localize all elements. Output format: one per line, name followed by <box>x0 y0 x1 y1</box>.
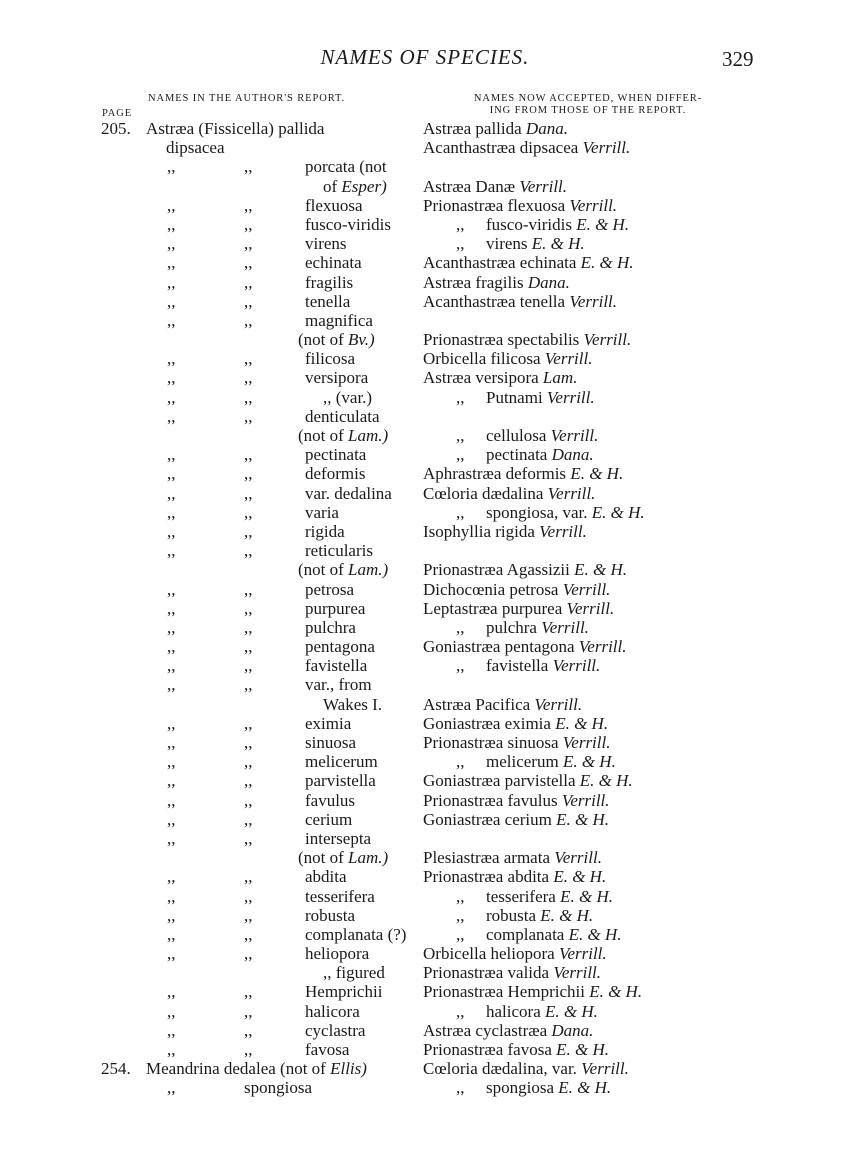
ditto-mark: ,, <box>167 1040 176 1059</box>
table-row <box>0 349 850 368</box>
accepted-name: Acanthastræa tenella Verrill. <box>423 291 618 311</box>
accepted-name: Astræa fragilis Dana. <box>423 272 570 292</box>
ditto-mark: ,, <box>167 867 176 887</box>
author-species-name: petrosa <box>305 579 355 599</box>
ditto-mark: ,, <box>244 675 253 695</box>
author-note: of Esper) <box>323 176 387 196</box>
table-row <box>0 541 850 560</box>
author-species-name: rigida <box>305 521 345 541</box>
ditto-mark: ,, <box>167 1078 176 1098</box>
ditto-mark: ,, <box>167 368 176 388</box>
table-row <box>0 867 850 886</box>
ditto-mark: ,, <box>456 617 465 637</box>
table-row <box>0 675 850 694</box>
ditto-mark: ,, <box>167 253 176 273</box>
ditto-mark: ,, <box>167 234 176 254</box>
ditto-mark: ,, <box>244 349 253 369</box>
ditto-mark: ,, <box>167 291 176 311</box>
ditto-mark: ,, <box>244 214 253 234</box>
ditto-mark: ,, <box>244 1001 253 1021</box>
author-note: ,, (var.) <box>323 387 373 407</box>
table-row <box>0 771 850 790</box>
accepted-name: tesserifera E. & H. <box>486 886 613 906</box>
ditto-mark: ,, <box>244 579 253 599</box>
accepted-name: Prionastræa favosa E. & H. <box>423 1040 610 1059</box>
accepted-name: Prionastræa Hemprichii E. & H. <box>423 982 643 1002</box>
author-species-name: halicora <box>305 1001 360 1021</box>
author-species-name: favistella <box>305 656 368 676</box>
author-species-name: reticularis <box>305 541 373 561</box>
accepted-name: Prionastræa Agassizii E. & H. <box>423 560 627 580</box>
accepted-name: favistella Verrill. <box>486 656 601 676</box>
table-row <box>0 810 850 829</box>
table-row <box>0 368 850 387</box>
ditto-mark: ,, <box>456 886 465 906</box>
author-species-name: cyclastra <box>305 1020 366 1040</box>
ditto-mark: ,, <box>244 733 253 752</box>
ditto-mark: ,, <box>244 771 253 791</box>
accepted-name: pulchra Verrill. <box>486 617 589 637</box>
author-species-name: fragilis <box>305 272 354 292</box>
author-species-name: spongiosa <box>244 1078 312 1098</box>
page-column-label: PAGE <box>102 108 133 119</box>
column-heading-accepted-line1: NAMES NOW ACCEPTED, WHEN DIFFER- <box>473 93 703 104</box>
accepted-name: Goniastræa pentagona Verrill. <box>423 637 627 657</box>
accepted-name: Prionastræa flexuosa Verrill. <box>423 195 618 215</box>
table-row <box>0 253 850 272</box>
ditto-mark: ,, <box>244 752 253 772</box>
ditto-mark: ,, <box>244 157 253 177</box>
ditto-mark: ,, <box>456 387 465 407</box>
accepted-name: Cœloria dædalina Verrill. <box>423 483 596 503</box>
ditto-mark: ,, <box>244 541 253 561</box>
accepted-name: Goniastræa parvistella E. & H. <box>423 771 633 791</box>
table-row <box>0 714 850 733</box>
accepted-name: Prionastræa spectabilis Verrill. <box>423 330 632 350</box>
table-row <box>0 925 850 944</box>
author-species-name: echinata <box>305 253 362 273</box>
ditto-mark: ,, <box>244 637 253 657</box>
table-row <box>0 464 850 483</box>
ditto-mark: ,, <box>456 426 465 445</box>
author-species-name: virens <box>305 234 347 254</box>
author-species-name: varia <box>305 502 339 522</box>
author-species-name: tesserifera <box>305 886 375 906</box>
ditto-mark: ,, <box>167 464 176 484</box>
table-row <box>0 484 850 503</box>
accepted-name: fusco-viridis E. & H. <box>486 214 630 234</box>
author-species-name: var. dedalina <box>305 483 392 503</box>
ditto-mark: ,, <box>167 675 176 695</box>
accepted-name: spongiosa, var. E. & H. <box>486 502 645 522</box>
ditto-mark: ,, <box>167 214 176 234</box>
ditto-mark: ,, <box>167 752 176 772</box>
author-species-name: versipora <box>305 368 369 388</box>
accepted-name: pectinata Dana. <box>486 445 594 465</box>
ditto-mark: ,, <box>167 771 176 791</box>
ditto-mark: ,, <box>456 924 465 944</box>
table-row <box>0 388 850 407</box>
table-row <box>0 963 850 982</box>
running-head <box>0 45 850 71</box>
accepted-name: Goniastræa eximia E. & H. <box>423 713 609 733</box>
table-row <box>0 637 850 656</box>
ditto-mark: ,, <box>167 483 176 503</box>
author-species-name: porcata (not <box>305 157 387 177</box>
accepted-name: spongiosa E. & H. <box>486 1078 612 1098</box>
table-row <box>0 196 850 215</box>
ditto-mark: ,, <box>456 656 465 676</box>
accepted-name: Astræa pallida Dana. <box>423 119 568 138</box>
accepted-name: robusta E. & H. <box>486 905 594 925</box>
table-row <box>0 273 850 292</box>
ditto-mark: ,, <box>167 445 176 465</box>
table-row <box>0 1040 850 1059</box>
ditto-mark: ,, <box>167 982 176 1002</box>
accepted-name: Leptastræa purpurea Verrill. <box>423 598 615 618</box>
ditto-mark: ,, <box>167 828 176 848</box>
ditto-mark: ,, <box>167 790 176 810</box>
ditto-mark: ,, <box>244 1040 253 1059</box>
ditto-mark: ,, <box>244 617 253 637</box>
ditto-mark: ,, <box>456 445 465 465</box>
author-species-name: filicosa <box>305 349 356 369</box>
ditto-mark: ,, <box>456 752 465 772</box>
ditto-mark: ,, <box>244 445 253 465</box>
author-species-name: fusco-viridis <box>305 214 391 234</box>
table-row <box>0 330 850 349</box>
ditto-mark: ,, <box>167 349 176 369</box>
page-ref: 254. <box>101 1059 131 1079</box>
table-row <box>0 522 850 541</box>
ditto-mark: ,, <box>244 867 253 887</box>
accepted-name: Astræa Danæ Verrill. <box>423 176 568 196</box>
table-row <box>0 215 850 234</box>
accepted-name: Acanthastræa echinata E. & H. <box>423 253 634 273</box>
ditto-mark: ,, <box>167 579 176 599</box>
author-species-name: tenella <box>305 291 351 311</box>
running-title: NAMES OF SPECIES. <box>320 45 530 69</box>
ditto-mark: ,, <box>167 502 176 522</box>
table-row <box>0 848 850 867</box>
ditto-mark: ,, <box>167 637 176 657</box>
table-row <box>0 177 850 196</box>
page-number: 329 <box>722 47 754 71</box>
ditto-mark: ,, <box>167 195 176 215</box>
author-species-name: flexuosa <box>305 195 363 215</box>
ditto-mark: ,, <box>244 886 253 906</box>
table-row <box>0 407 850 426</box>
accepted-name: Isophyllia rigida Verrill. <box>423 521 587 541</box>
accepted-name: Astræa Pacifica Verrill. <box>423 694 583 714</box>
ditto-mark: ,, <box>167 272 176 292</box>
accepted-name: complanata E. & H. <box>486 924 622 944</box>
ditto-mark: ,, <box>244 713 253 733</box>
ditto-mark: ,, <box>244 483 253 503</box>
ditto-mark: ,, <box>244 944 253 964</box>
table-row <box>0 695 850 714</box>
author-species-name: parvistella <box>305 771 376 791</box>
author-note: (not of Lam.) <box>298 848 389 868</box>
ditto-mark: ,, <box>244 387 253 407</box>
author-genus-name: Astræa (Fissicella) pallida <box>146 119 325 138</box>
ditto-mark: ,, <box>167 406 176 426</box>
table-row <box>0 887 850 906</box>
table-row <box>0 944 850 963</box>
author-species-name: sinuosa <box>305 733 356 752</box>
author-species-name: cerium <box>305 809 353 829</box>
accepted-name: Astræa versipora Lam. <box>423 368 578 388</box>
ditto-mark: ,, <box>167 541 176 561</box>
author-species-name: melicerum <box>305 752 378 772</box>
author-species-name: deformis <box>305 464 366 484</box>
accepted-name: halicora E. & H. <box>486 1001 598 1021</box>
ditto-mark: ,, <box>244 464 253 484</box>
ditto-mark: ,, <box>167 310 176 330</box>
table-row <box>0 982 850 1001</box>
table-row <box>0 119 850 138</box>
ditto-mark: ,, <box>456 1001 465 1021</box>
ditto-mark: ,, <box>244 598 253 618</box>
accepted-name: Orbicella heliopora Verrill. <box>423 944 607 964</box>
author-species-name: purpurea <box>305 598 366 618</box>
ditto-mark: ,, <box>244 368 253 388</box>
accepted-name: Acanthastræa dipsacea Verrill. <box>423 138 631 158</box>
ditto-mark: ,, <box>167 905 176 925</box>
accepted-name: Cœloria dædalina, var. Verrill. <box>423 1059 629 1079</box>
author-species-name: var., from <box>305 675 372 695</box>
author-species-name: eximia <box>305 713 352 733</box>
author-species-name: abdita <box>305 867 347 887</box>
table-row <box>0 829 850 848</box>
ditto-mark: ,, <box>167 944 176 964</box>
ditto-mark: ,, <box>167 157 176 177</box>
table-row <box>0 311 850 330</box>
table-row <box>0 733 850 752</box>
table-row <box>0 503 850 522</box>
ditto-mark: ,, <box>244 272 253 292</box>
accepted-name: Dichocœnia petrosa Verrill. <box>423 579 611 599</box>
ditto-mark: ,, <box>167 1001 176 1021</box>
table-row <box>0 138 850 157</box>
table-row <box>0 426 850 445</box>
author-species-name: Hemprichii <box>305 982 383 1002</box>
ditto-mark: ,, <box>456 502 465 522</box>
author-species-name: dipsacea <box>166 138 225 158</box>
column-heading-author-names: NAMES IN THE AUTHOR'S REPORT. <box>148 93 346 104</box>
author-species-name: pulchra <box>305 617 356 637</box>
accepted-name: Aphrastræa deformis E. & H. <box>423 464 624 484</box>
author-genus-name: Meandrina dedalea (not of Ellis) <box>146 1059 367 1079</box>
author-note: ,, figured <box>323 963 385 983</box>
table-row <box>0 445 850 464</box>
ditto-mark: ,, <box>167 886 176 906</box>
ditto-mark: ,, <box>167 387 176 407</box>
ditto-mark: ,, <box>244 828 253 848</box>
ditto-mark: ,, <box>456 234 465 254</box>
table-row <box>0 599 850 618</box>
page-ref: 205. <box>101 119 131 138</box>
ditto-mark: ,, <box>244 982 253 1002</box>
ditto-mark: ,, <box>244 809 253 829</box>
ditto-mark: ,, <box>244 253 253 273</box>
table-row <box>0 580 850 599</box>
author-species-name: favulus <box>305 790 356 810</box>
author-species-name: denticulata <box>305 406 380 426</box>
ditto-mark: ,, <box>167 733 176 752</box>
table-row <box>0 560 850 579</box>
accepted-name: Goniastræa cerium E. & H. <box>423 809 610 829</box>
species-table <box>0 119 850 1098</box>
ditto-mark: ,, <box>456 905 465 925</box>
ditto-mark: ,, <box>456 214 465 234</box>
table-row <box>0 292 850 311</box>
author-note: (not of Lam.) <box>298 426 389 445</box>
author-species-name: magnifica <box>305 310 373 330</box>
ditto-mark: ,, <box>244 1020 253 1040</box>
accepted-name: Prionastræa abdita E. & H. <box>423 867 607 887</box>
author-species-name: pectinata <box>305 445 367 465</box>
accepted-name: Prionastræa favulus Verrill. <box>423 790 610 810</box>
table-row <box>0 1078 850 1097</box>
ditto-mark: ,, <box>244 406 253 426</box>
ditto-mark: ,, <box>167 809 176 829</box>
author-species-name: pentagona <box>305 637 375 657</box>
ditto-mark: ,, <box>167 521 176 541</box>
table-row <box>0 791 850 810</box>
ditto-mark: ,, <box>167 713 176 733</box>
author-species-name: complanata (?) <box>305 924 407 944</box>
table-row <box>0 157 850 176</box>
accepted-name: cellulosa Verrill. <box>486 426 599 445</box>
ditto-mark: ,, <box>244 234 253 254</box>
ditto-mark: ,, <box>244 790 253 810</box>
accepted-name: virens E. & H. <box>486 234 585 254</box>
author-species-name: heliopora <box>305 944 370 964</box>
table-row <box>0 656 850 675</box>
ditto-mark: ,, <box>167 598 176 618</box>
author-note: (not of Lam.) <box>298 560 389 580</box>
accepted-name: Orbicella filicosa Verrill. <box>423 349 593 369</box>
author-species-name: intersepta <box>305 828 372 848</box>
accepted-name: Astræa cyclastræa Dana. <box>423 1020 594 1040</box>
ditto-mark: ,, <box>456 1078 465 1098</box>
table-row <box>0 234 850 253</box>
accepted-name: Prionastræa sinuosa Verrill. <box>423 733 611 752</box>
ditto-mark: ,, <box>244 310 253 330</box>
ditto-mark: ,, <box>244 195 253 215</box>
ditto-mark: ,, <box>167 656 176 676</box>
accepted-name: Putnami Verrill. <box>486 387 595 407</box>
table-row <box>0 1002 850 1021</box>
accepted-name: melicerum E. & H. <box>486 752 616 772</box>
table-row <box>0 752 850 771</box>
ditto-mark: ,, <box>244 905 253 925</box>
ditto-mark: ,, <box>167 617 176 637</box>
ditto-mark: ,, <box>244 291 253 311</box>
column-heading-accepted-line2: ING FROM THOSE OF THE REPORT. <box>489 105 687 116</box>
ditto-mark: ,, <box>244 924 253 944</box>
column-heading-accepted-names <box>438 93 738 117</box>
ditto-mark: ,, <box>244 502 253 522</box>
accepted-name: Prionastræa valida Verrill. <box>423 963 602 983</box>
author-note: Wakes I. <box>323 694 383 714</box>
author-species-name: robusta <box>305 905 356 925</box>
table-row <box>0 618 850 637</box>
author-note: (not of Bv.) <box>298 330 375 350</box>
ditto-mark: ,, <box>244 521 253 541</box>
author-species-name: favosa <box>305 1040 350 1059</box>
table-row <box>0 1021 850 1040</box>
accepted-name: Plesiastræa armata Verrill. <box>423 848 602 868</box>
ditto-mark: ,, <box>167 1020 176 1040</box>
ditto-mark: ,, <box>167 924 176 944</box>
ditto-mark: ,, <box>244 656 253 676</box>
table-row <box>0 906 850 925</box>
table-row <box>0 1059 850 1078</box>
